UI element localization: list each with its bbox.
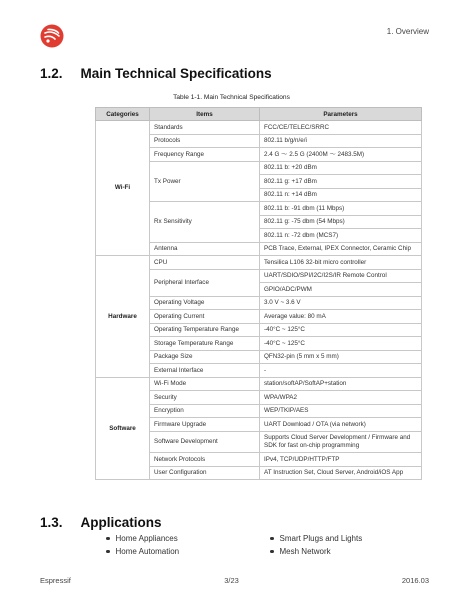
parameter-cell: PCB Trace, External, IPEX Connector, Ceramic Chip <box>260 242 422 256</box>
item-cell: Storage Temperature Range <box>150 337 260 351</box>
parameter-cell: WEP/TKIP/AES <box>260 404 422 418</box>
specifications-table <box>95 107 422 480</box>
item-cell: Operating Current <box>150 310 260 324</box>
item-cell: Package Size <box>150 350 260 364</box>
item-cell: Peripheral Interface <box>150 269 260 296</box>
parameter-cell: - <box>260 364 422 378</box>
section-number: 1.2. <box>40 66 63 81</box>
parameter-cell: -40°C ~ 125°C <box>260 323 422 337</box>
item-cell: User Configuration <box>150 466 260 480</box>
list-item: Home Appliances <box>106 532 179 545</box>
table-row <box>96 256 422 270</box>
item-cell: External Interface <box>150 364 260 378</box>
table-caption: Table 1-1. Main Technical Specifications <box>173 94 290 101</box>
item-cell: Wi-Fi Mode <box>150 377 260 391</box>
parameter-cell: 2.4 G ～ 2.5 G (2400M ～ 2483.5M) <box>260 148 422 162</box>
table-row <box>96 377 422 391</box>
item-cell: Tx Power <box>150 161 260 202</box>
parameter-cell: 802.11 b: +20 dBm <box>260 161 422 175</box>
item-cell: Encryption <box>150 404 260 418</box>
list-item: Smart Plugs and Lights <box>270 532 362 545</box>
parameter-cell: 802.11 g: +17 dBm <box>260 175 422 189</box>
parameter-cell: -40°C ~ 125°C <box>260 337 422 351</box>
footer-page-number: 3/23 <box>224 576 239 585</box>
section-title: Applications <box>80 515 162 530</box>
item-cell: Operating Voltage <box>150 296 260 310</box>
category-cell: Wi-Fi <box>96 121 150 256</box>
parameter-cell: 802.11 n: +14 dBm <box>260 188 422 202</box>
parameter-cell: WPA/WPA2 <box>260 391 422 405</box>
applications-list-left <box>106 532 179 558</box>
parameter-cell: GPIO/ADC/PWM <box>260 283 422 297</box>
parameter-cell: 802.11 n: -72 dbm (MCS7) <box>260 229 422 243</box>
section-heading-1-3 <box>40 515 162 530</box>
parameter-cell: AT Instruction Set, Cloud Server, Android/iOS App <box>260 466 422 480</box>
list-item: Mesh Network <box>270 545 362 558</box>
parameter-cell: 3.0 V ~ 3.6 V <box>260 296 422 310</box>
category-cell: Hardware <box>96 256 150 378</box>
item-cell: Protocols <box>150 134 260 148</box>
parameter-cell: QFN32-pin (5 mm x 5 mm) <box>260 350 422 364</box>
espressif-logo-icon <box>40 24 64 48</box>
column-header: Parameters <box>260 108 422 121</box>
item-cell: Rx Sensitivity <box>150 202 260 243</box>
bullet-icon <box>106 550 110 554</box>
item-cell: Network Protocols <box>150 453 260 467</box>
item-cell: Firmware Upgrade <box>150 418 260 432</box>
item-cell: Antenna <box>150 242 260 256</box>
list-item: Home Automation <box>106 545 179 558</box>
section-number: 1.3. <box>40 515 63 530</box>
parameter-cell: 802.11 b: -91 dbm (11 Mbps) <box>260 202 422 216</box>
applications-list-right <box>270 532 362 558</box>
item-cell: Standards <box>150 121 260 135</box>
item-cell: Operating Temperature Range <box>150 323 260 337</box>
item-cell: CPU <box>150 256 260 270</box>
item-cell: Frequency Range <box>150 148 260 162</box>
parameter-cell: UART/SDIO/SPI/I2C/I2S/IR Remote Control <box>260 269 422 283</box>
section-title: Main Technical Specifications <box>80 66 272 81</box>
parameter-cell: station/softAP/SoftAP+station <box>260 377 422 391</box>
parameter-cell: Supports Cloud Server Development / Firmware and SDK for fast on-chip programming <box>260 431 422 453</box>
parameter-cell: IPv4, TCP/UDP/HTTP/FTP <box>260 453 422 467</box>
column-header: Items <box>150 108 260 121</box>
item-cell: Software Development <box>150 431 260 453</box>
header-section-label: 1. Overview <box>386 27 429 36</box>
section-heading-1-2 <box>40 66 272 81</box>
footer-date: 2016.03 <box>401 576 429 585</box>
parameter-cell: 802.11 g: -75 dbm (54 Mbps) <box>260 215 422 229</box>
parameter-cell: Average value: 80 mA <box>260 310 422 324</box>
bullet-icon <box>106 537 110 541</box>
parameter-cell: 802.11 b/g/n/e/i <box>260 134 422 148</box>
category-cell: Software <box>96 377 150 480</box>
table-row <box>96 121 422 135</box>
parameter-cell: UART Download / OTA (via network) <box>260 418 422 432</box>
parameter-cell: Tensilica L106 32-bit micro controller <box>260 256 422 270</box>
bullet-icon <box>270 550 274 554</box>
table-header-row <box>96 108 422 121</box>
column-header: Categories <box>96 108 150 121</box>
footer-company: Espressif <box>40 576 71 585</box>
parameter-cell: FCC/CE/TELEC/SRRC <box>260 121 422 135</box>
item-cell: Security <box>150 391 260 405</box>
bullet-icon <box>270 537 274 541</box>
